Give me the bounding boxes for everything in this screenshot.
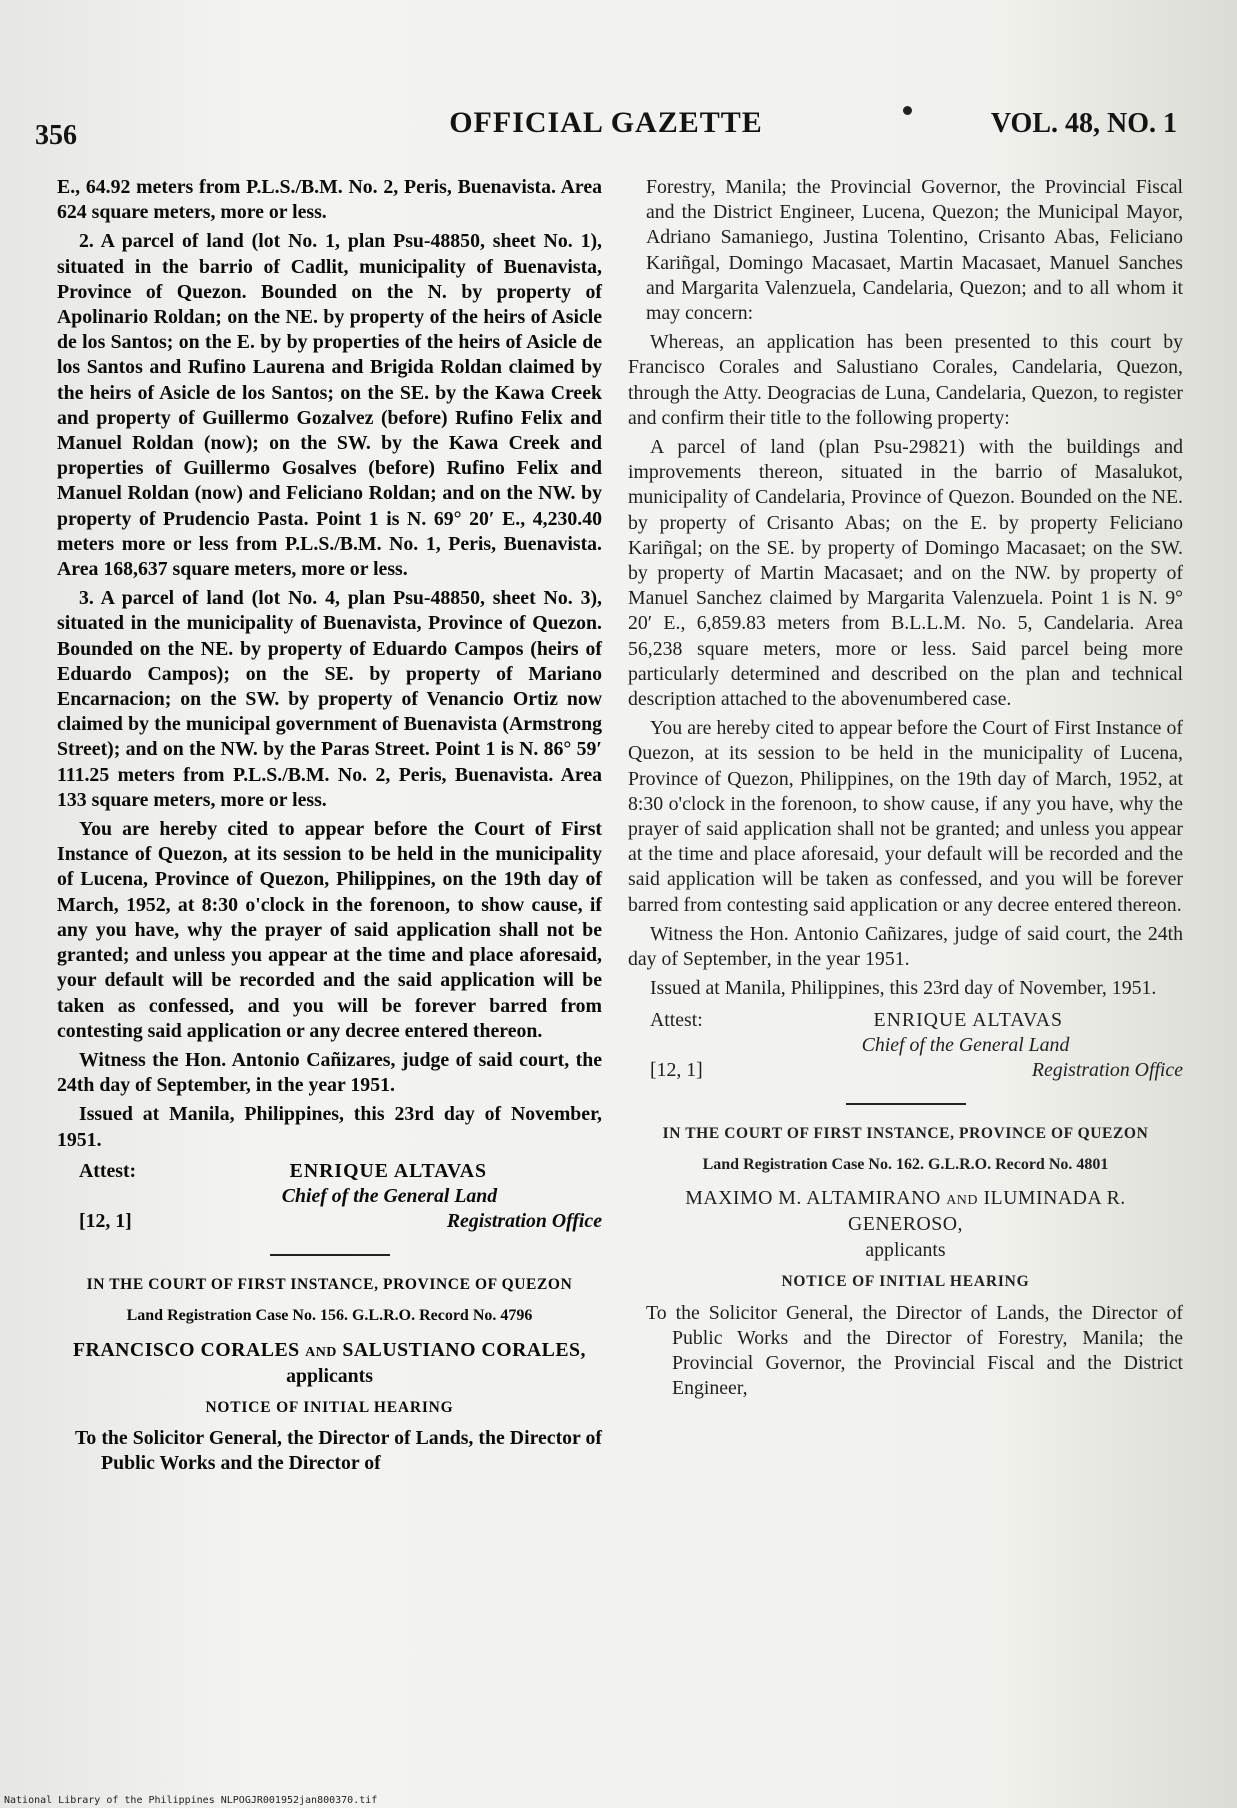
- court-heading: IN THE COURT OF FIRST INSTANCE, PROVINCE OF QUEZON: [86, 1276, 573, 1294]
- signatory-office: Registration Office: [1031, 1058, 1183, 1081]
- section-divider: [270, 1254, 390, 1256]
- signatory-office: Registration Office: [446, 1210, 602, 1233]
- address-block: To the Solicitor General, the Director of Lands, the Director of Public Works and the Director of: [75, 1426, 602, 1474]
- left-paragraph: Witness the Hon. Antonio Cañizares, judge of said court, the 24th day of September, in the year 1951.: [57, 1048, 602, 1097]
- applicants: [628, 1185, 1183, 1263]
- page-header: [35, 100, 1177, 150]
- right-paragraph: Issued at Manila, Philippines, this 23rd day of November, 1951.: [650, 977, 1157, 1000]
- volume-label: VOL. 48, NO. 1: [990, 108, 1177, 139]
- right-paragraph: A parcel of land (plan Psu-29821) with the buildings and improvements thereon, situated in the barrio of Masalukot, municipality of Candelaria, Province of Quezon. Bounded on the NE. by property of Crisanto Abas; on the E. by property Feliciano Kariñgal; on the SE. by property of Domingo Macasaet; on the SW. by property of Martin Macasaet; and on the NW. by property of Manuel Sanchez claimed by Margarita Valenzuela. Point 1 is N. 9° 20′ E., 6,859.83 meters from B.L.L.M. No. 5, Candelaria. Area 56,238 square meters, more or less. Said parcel being more particularly determined and described on the plan and technical description attached to the abovenumbered case.: [628, 436, 1183, 711]
- section-divider: [846, 1103, 966, 1105]
- attest-block: [57, 1159, 602, 1235]
- left-paragraph: 2. A parcel of land (lot No. 1, plan Psu-48850, sheet No. 1), situated in the barrio of Cadlit, municipality of Buenavista, Province of Quezon. Bounded on the N. by property of Apolinario Roldan; on the NE. by property of the heirs of Asicle de los Santos; on the E. by by properties of the heirs of Asicle de los Santos and Rufino Laurena and Brigida Roldan claimed by the heirs of Asicle de los Santos; on the SE. by the Kawa Creek and property of Guillermo Gozalvez (before) Rufino Felix and Manuel Roldan (now); on the SW. by the Kawa Creek and properties of Guillermo Gosalves (before) Rufino Felix and Manuel Roldan (now) and Feliciano Roldan; and on the NW. by property of Prudencio Pasta. Point 1 is N. 69° 20′ E., 4,230.40 meters more or less from P.L.S./B.M. No. 1, Peris, Buenavista. Area 168,637 square meters, more or less.: [57, 230, 602, 581]
- ink-speck: [903, 106, 912, 115]
- address-block: To the Solicitor General, the Director of Lands, the Director of Public Works and the Director of Forestry, Manila; the Provincial Governor, the Provincial Fiscal and the District Engineer,: [646, 1301, 1183, 1400]
- left-paragraph: Issued at Manila, Philippines, this 23rd day of November, 1951.: [57, 1103, 602, 1151]
- left-paragraph: E., 64.92 meters from P.L.S./B.M. No. 2, Peris, Buenavista. Area 624 square meters, more or less.: [57, 176, 602, 224]
- case-number: Land Registration Case No. 156. G.L.R.O. Record No. 4796: [126, 1307, 533, 1325]
- scan-footer: National Library of the Philippines NLPOGJR001952jan800370.tif: [4, 1795, 378, 1806]
- attest-label: Attest:: [650, 1008, 703, 1031]
- signatory-title: Chief of the General Land: [861, 1033, 1070, 1056]
- address-block: Forestry, Manila; the Provincial Governor, the Provincial Fiscal and the District Engineer, Lucena, Quezon; the Municipal Mayor, Adriano Samaniego, Justina Tolentino, Crisanto Abas, Feliciano Kariñgal, Domingo Macasaet, Martin Macasaet, Manuel Sanches and Margarita Valenzuela, Candelaria, Quezon; and to all whom it may concern:: [646, 176, 1183, 325]
- attest-label: Attest:: [79, 1159, 137, 1182]
- gazette-title: OFFICIAL GAZETTE: [449, 106, 763, 139]
- signatory-name: ENRIQUE ALTAVAS: [873, 1008, 1063, 1031]
- applicant-names: FRANCISCO CORALES and SALUSTIANO CORALES,: [72, 1338, 587, 1361]
- right-paragraph: Witness the Hon. Antonio Cañizares, judge of said court, the 24th day of September, in the year 1951.: [628, 922, 1183, 971]
- applicants: [57, 1337, 602, 1389]
- left-paragraph: 3. A parcel of land (lot No. 4, plan Psu-48850, sheet No. 3), situated in the municipality of Buenavista, Province of Quezon. Bounded on the NE. by property of Eduardo Campos (heirs of Eduardo Campos); on the SE. by property of Mariano Encarnacion; on the SW. by property of Venancio Ortiz now claimed by the municipal government of Buenavista (Armstrong Street); and on the NW. by the Paras Street. Point 1 is N. 86° 59′ 111.25 meters from P.L.S./B.M. No. 2, Peris, Buenavista. Area 133 square meters, more or less.: [57, 587, 602, 811]
- applicant-names: MAXIMO M. ALTAMIRANO and ILUMINADA R. GENEROSO,: [685, 1187, 1126, 1236]
- right-column: [628, 175, 1183, 1401]
- attest-block: [628, 1008, 1183, 1084]
- notice-heading: NOTICE OF INITIAL HEARING: [781, 1273, 1030, 1291]
- court-heading: IN THE COURT OF FIRST INSTANCE, PROVINCE OF QUEZON: [662, 1125, 1149, 1143]
- left-paragraph: You are hereby cited to appear before the Court of First Instance of Quezon, at its session to be held in the municipality of Lucena, Province of Quezon, Philippines, on the 19th day of March, 1952, at 8:30 o'clock in the forenoon, to show cause, if any you have, why the prayer of said application shall not be granted; and unless you appear at the time and place aforesaid, your default will be recorded and the said application will be taken as confessed, and you will be forever barred from contesting said application or any decree entered thereon.: [57, 818, 602, 1042]
- right-paragraph: You are hereby cited to appear before the Court of First Instance of Quezon, at its session to be held in the municipality of Lucena, Province of Quezon, Philippines, on the 19th day of March, 1952, at 8:30 o'clock in the forenoon, to show cause, if any you have, why the prayer of said application shall not be granted; and unless you appear at the time and place aforesaid, your default will be recorded and the said application will be taken as confessed, and you will be forever barred from contesting said application or any decree entered thereon.: [628, 717, 1183, 916]
- signatory-title: Chief of the General Land: [281, 1184, 498, 1207]
- page-number: 356: [35, 120, 77, 151]
- case-number: Land Registration Case No. 162. G.L.R.O. Record No. 4801: [702, 1156, 1109, 1174]
- left-column: [57, 175, 602, 1476]
- signatory-name: ENRIQUE ALTAVAS: [289, 1159, 487, 1182]
- reference-number: [12, 1]: [650, 1058, 703, 1081]
- notice-heading: NOTICE OF INITIAL HEARING: [205, 1398, 454, 1416]
- applicants-label: applicants: [865, 1239, 946, 1262]
- right-paragraph: Whereas, an application has been presented to this court by Francisco Corales and Salustiano Corales, Candelaria, Quezon, through the Atty. Deogracias de Luna, Candelaria, Quezon, to register and confirm their title to the following property:: [628, 331, 1183, 429]
- applicants-label: applicants: [286, 1364, 373, 1387]
- reference-number: [12, 1]: [79, 1210, 132, 1233]
